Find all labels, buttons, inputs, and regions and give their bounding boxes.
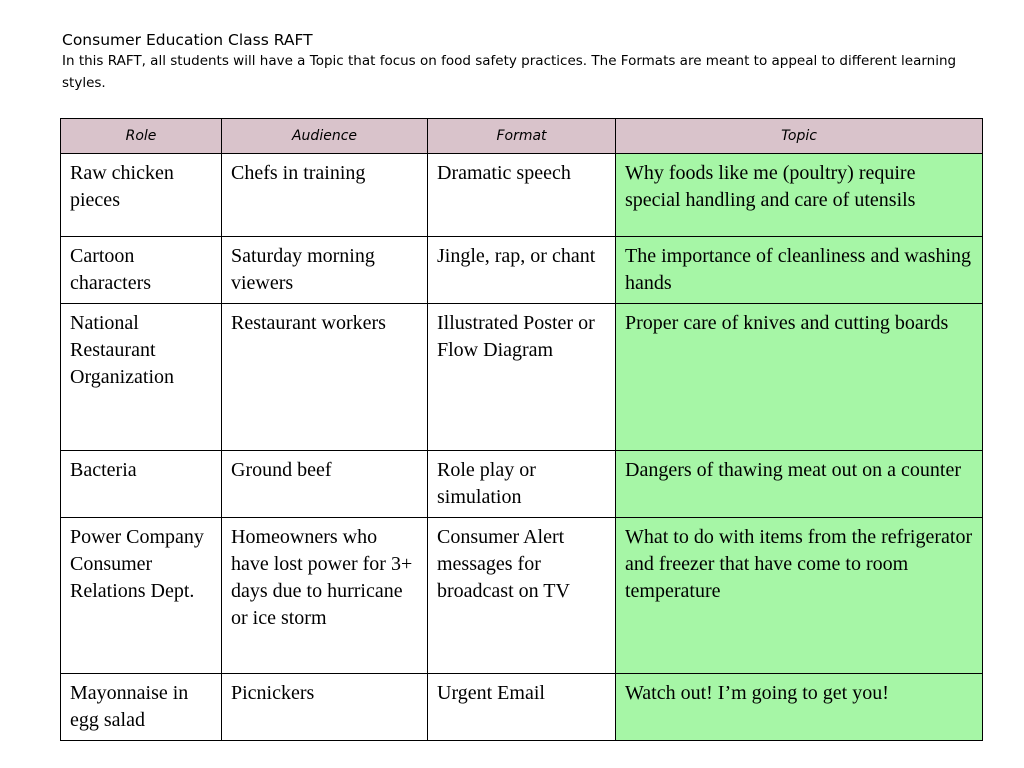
audience-cell: Saturday morning viewers (222, 237, 428, 304)
format-cell: Urgent Email (428, 674, 616, 741)
audience-cell: Ground beef (222, 451, 428, 518)
column-header-topic: Topic (616, 119, 983, 154)
topic-cell: Proper care of knives and cutting boards (616, 304, 983, 451)
format-cell: Illustrated Poster or Flow Diagram (428, 304, 616, 451)
audience-cell: Chefs in training (222, 154, 428, 237)
table-row (61, 451, 983, 518)
topic-cell: The importance of cleanliness and washing hands (616, 237, 983, 304)
format-cell: Dramatic speech (428, 154, 616, 237)
document-intro: In this RAFT, all students will have a Topic that focus on food safety practices. The Formats are meant to appeal to different learning styles. (62, 53, 957, 91)
column-header-audience: Audience (222, 119, 428, 154)
role-cell: Cartoon characters (61, 237, 222, 304)
topic-cell: What to do with items from the refrigerator and freezer that have come to room temperature (616, 518, 983, 674)
format-cell: Role play or simulation (428, 451, 616, 518)
column-header-format: Format (428, 119, 616, 154)
table-row (61, 154, 983, 237)
table-row (61, 674, 983, 741)
table-row (61, 518, 983, 674)
topic-cell: Why foods like me (poultry) require special handling and care of utensils (616, 154, 983, 237)
role-cell: Mayonnaise in egg salad (61, 674, 222, 741)
column-header-role: Role (61, 119, 222, 154)
table-header-row (61, 119, 983, 154)
table-row (61, 237, 983, 304)
table-row (61, 304, 983, 451)
role-cell: Raw chicken pieces (61, 154, 222, 237)
topic-cell: Dangers of thawing meat out on a counter (616, 451, 983, 518)
format-cell: Consumer Alert messages for broadcast on TV (428, 518, 616, 674)
audience-cell: Picnickers (222, 674, 428, 741)
audience-cell: Homeowners who have lost power for 3+ days due to hurricane or ice storm (222, 518, 428, 674)
document-title: Consumer Education Class RAFT (62, 31, 313, 49)
raft-table (60, 118, 983, 741)
audience-cell: Restaurant workers (222, 304, 428, 451)
format-cell: Jingle, rap, or chant (428, 237, 616, 304)
role-cell: Power Company Consumer Relations Dept. (61, 518, 222, 674)
topic-cell: Watch out! I’m going to get you! (616, 674, 983, 741)
role-cell: National Restaurant Organization (61, 304, 222, 451)
document-header (62, 30, 962, 94)
role-cell: Bacteria (61, 451, 222, 518)
